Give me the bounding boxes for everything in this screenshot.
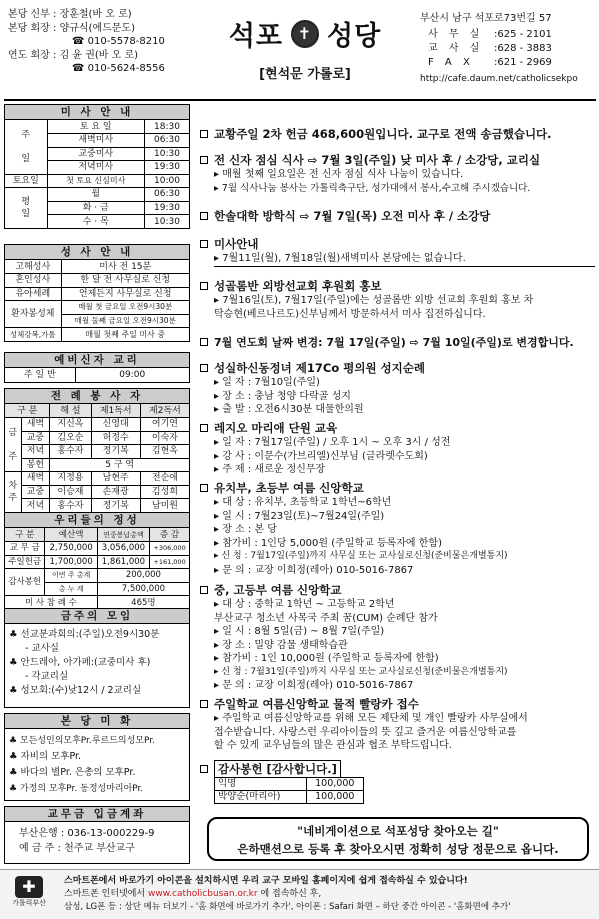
amount: 100,000	[306, 791, 363, 804]
news-line: ▸ 신 청 : 7월31일(주일)까지 사무실 또는 교사실로신청(준비물은개별통지)	[214, 666, 508, 677]
news-line: ▸ 참가비 : 1인 10,000원 (주일학교 등록자에 한함)	[214, 653, 439, 664]
server-name: 정기복	[91, 499, 140, 513]
list-item: ♣ 가정의 모후Pr. 동정성마리아Pr.	[9, 784, 144, 794]
mass-name: 첫 토요 신심미사	[47, 174, 144, 188]
table-row	[5, 569, 189, 583]
news-item	[200, 480, 595, 577]
sacrament-info: 매월 둘째 금요일 오전9시30분	[61, 314, 189, 328]
server-name: 이승재	[50, 485, 91, 499]
saturday-label: 토요일	[5, 174, 47, 188]
priest-row: 본당 신부 : 장훈철(바 오 로)	[8, 9, 132, 20]
account-title: 교무금 입금계좌	[5, 807, 189, 822]
amount: 100,000	[306, 778, 363, 791]
news-body	[200, 712, 595, 753]
news-line: ▸ 출 발 : 오전6시30분 대물한의원	[214, 404, 364, 415]
meetings-box	[4, 608, 190, 708]
news-line: ▸ 매월 첫째 일요일은 전 신자 점심 식사 나눔이 있습니다.	[214, 169, 464, 180]
contact-teacher: 교 사 실 : 628 - 3883	[420, 42, 595, 56]
donor: 익명	[215, 778, 307, 791]
news-title: 레지오 마리애 단원 교육	[214, 421, 338, 435]
contact-office: 사 무 실 : 625 - 2101	[420, 28, 595, 42]
news-line: ▸ 일 자 : 7월10일(주일)	[214, 377, 320, 388]
bank-account: 부산은행 : 036-13-000229-9	[19, 828, 155, 839]
news-item	[200, 360, 595, 417]
news-item	[200, 696, 595, 753]
news-title: 교황주일 2차 헌금 468,600원입니다. 교구로 전액 송금했습니다.	[214, 127, 552, 141]
table-row	[5, 404, 189, 418]
catechumen-table	[5, 368, 189, 382]
bullet-square-icon	[200, 338, 208, 346]
news-line: ▸ 7월 식사나눔 봉사는 가톨릭축구단, 성가대에서 봉사,수고해 주시겠습니다.	[214, 182, 531, 194]
attendance-label: 미 사 참 례 수	[5, 596, 97, 610]
thanks-total-label: 총 누 계	[45, 582, 97, 596]
mass-time: 19:30	[144, 201, 189, 215]
table-row	[5, 472, 189, 486]
next-week-label: 차 주	[5, 472, 21, 513]
yeondo-row: 연도 회장 : 김 윤 권(바 오 로)	[8, 49, 139, 61]
mass-name: 월	[47, 188, 144, 202]
table-row	[5, 368, 189, 382]
footer-banner	[0, 869, 599, 919]
teacher-number: 628 - 3883	[497, 43, 552, 54]
news-item	[200, 236, 595, 267]
bullet-square-icon	[200, 282, 208, 290]
table-row	[5, 287, 189, 301]
news-body	[200, 376, 595, 417]
church-address: 부산시 남구 석포로73번길 57	[420, 13, 552, 24]
news-title: 성실하신동정녀 제17Co 평의원 성지순례	[214, 361, 425, 375]
news-body	[200, 252, 595, 267]
news-line: ▸ 주 제 : 새로운 정신무장	[214, 464, 326, 475]
news-line: ▸ 주일학교 여름신앙학교를 위해 모든 제단체 및 개인 빨랑카 사무실에서	[214, 713, 528, 724]
diff: +306,000	[150, 542, 189, 556]
mass-time: 10:30	[144, 147, 189, 161]
budget: 1,700,000	[45, 555, 97, 569]
account-holder: 예 금 주 : 천주교 부산교구	[19, 843, 135, 854]
news-item	[200, 420, 595, 477]
server-name: 지정용	[50, 472, 91, 486]
col-head: 해 설	[50, 404, 91, 418]
server-name: 김현옥	[140, 445, 189, 459]
news-title: 성골롬반 외방선교회 후원회 홍보	[214, 279, 382, 293]
president-phone-number: 010-5578-8210	[87, 36, 165, 48]
nav-line-1: "네비게이션으로 석포성당 찾아오는 길"	[297, 824, 499, 838]
server-name: 지신옥	[50, 418, 91, 432]
logo-text: 가톨릭부산	[12, 899, 46, 907]
footer-line-2a: 스마트폰 인터넷에서	[64, 889, 148, 899]
offering-box	[4, 512, 190, 610]
thanks-label: 감사봉헌	[5, 569, 45, 596]
diocese-url-link[interactable]: www.catholicbusan.or.kr	[147, 889, 258, 899]
news-title: 한솔대학 방학식 ⇨ 7월 7일(목) 오전 미사 후 / 소강당	[214, 209, 491, 223]
bullet-square-icon	[200, 212, 208, 220]
news-line: 할 수 있게 교우님들의 많은 관심과 협조 부탁드립니다.	[214, 740, 452, 751]
news-item	[200, 760, 595, 778]
sunday-label: 주 일	[5, 120, 47, 174]
list-item: ♣ 모든성인의모후Pr.루르드의성모Pr.	[9, 736, 155, 746]
sacrament-name: 환자봉성체	[5, 301, 61, 328]
footer-line-2c: 에 접속하신 후,	[257, 889, 322, 899]
news-line: ▸ 일 시 : 7월23일(토)~7월24일(주일)	[214, 510, 385, 522]
list-item: ♣ 자비의 모후Pr.	[9, 751, 82, 762]
news-line: 접수받습니다. 사랑스런 우리아이들의 뜻 깊고 즐거운 여름신앙학교를	[214, 726, 517, 738]
news-line: ▸ 문 의 : 교장 이희정(레아) 010-5016-7867	[214, 680, 414, 691]
sacrament-info: 매월 첫 금요일 오전9시30분	[61, 301, 189, 315]
col-head: 제1독서	[91, 404, 140, 418]
server-name: 이숙자	[140, 431, 189, 445]
mass-name: 교중미사	[47, 147, 144, 161]
table-row	[5, 542, 189, 556]
mass-time: 10:00	[144, 174, 189, 188]
news-item	[200, 208, 595, 224]
bullet-square-icon	[200, 364, 208, 372]
table-row	[5, 188, 189, 202]
server-name: 김오순	[50, 431, 91, 445]
table-row	[5, 499, 189, 513]
fax-label: F A X	[428, 57, 474, 68]
servers-box	[4, 388, 190, 513]
funerals-title: 본 당 미 화	[5, 714, 189, 729]
thanks-this-value: 200,000	[97, 569, 189, 583]
cross-icon: ✚	[15, 876, 43, 898]
news-line: ▸ 일 시 : 8월 5일(금) ~ 8월 7일(주일)	[214, 626, 385, 637]
table-row	[5, 431, 189, 445]
news-line: ▸ 신 청 : 7월17일(주일)까지 사무실 또는 교사실로신청(준비물은개별통지)	[214, 551, 508, 561]
offering-type: 주일헌금	[5, 555, 45, 569]
mass-slot: 교중	[21, 485, 50, 499]
footer-line-3: 삼성, LG폰 등 : 상단 메뉴 더보기 - '홈 화면에 바로가기 추가', 아이폰 : Safari 화면 – 하단 중간 아이콘 - '홈화면에 추가'	[64, 902, 511, 912]
news-title: 미사안내	[214, 237, 259, 251]
sacrament-box	[4, 244, 190, 342]
office-number: 625 - 2101	[497, 29, 552, 40]
header-contacts	[420, 12, 595, 86]
table-row	[5, 528, 189, 542]
news-item	[200, 334, 595, 350]
title-right: 성당	[327, 21, 382, 52]
weekday-label: 평 일	[5, 188, 47, 229]
bullet-square-icon	[200, 700, 208, 708]
news-body	[200, 168, 595, 195]
news-line: ▸ 7월16일(토), 7월17일(주일)에는 성골롬반 외방 선교회 후원회 홍보 차	[214, 295, 534, 306]
table-row	[5, 485, 189, 499]
bullet-square-icon	[200, 240, 208, 248]
nav-line-2: 은하맨션으로 등록 후 찾아오시면 정확히 성당 정문으로 옵니다.	[237, 842, 559, 856]
news-line: ▸ 일 자 : 7월17일(주일) / 오후 1시 ~ 오후 3시 / 성전	[214, 437, 451, 448]
list-item: ♣ 안드레아, 아가페:(교중미사 후)	[9, 657, 151, 668]
mass-box	[4, 104, 190, 229]
mass-slot: 저녁	[21, 499, 50, 513]
news-body	[200, 496, 595, 577]
table-row	[5, 445, 189, 459]
fax-number: 621 - 2969	[497, 57, 552, 68]
class-time: 09:00	[119, 369, 146, 380]
sacrament-name: 혼인성사	[5, 274, 61, 288]
class-name: 주 일 반	[5, 368, 75, 382]
header-staff	[8, 8, 208, 76]
server-name: 여기연	[140, 418, 189, 432]
church-title	[205, 14, 405, 53]
mass-time: 19:30	[144, 161, 189, 175]
president-phone: ☎ 010-5578-8210	[72, 36, 165, 48]
sacrament-info: 한 달 전 사무실로 신청	[61, 274, 189, 288]
table-row	[5, 555, 189, 569]
news-title: 감사봉헌 [감사합니다.]	[214, 760, 341, 778]
bullet-square-icon	[200, 765, 208, 773]
sacrament-info: 미사 전 15분	[61, 260, 189, 274]
server-name: 신영대	[91, 418, 140, 432]
president-row: 본당 회장 : 양규식(에드문도)	[8, 22, 135, 34]
sacrament-table	[5, 260, 189, 341]
news-line: 부산교구 청소년 사목국 주최 꿈(CUM) 순례단 참가	[214, 612, 438, 624]
col-head: 구 분	[5, 404, 50, 418]
footer-text	[64, 875, 511, 914]
yeondo-phone: ☎ 010-5624-8556	[72, 63, 165, 75]
mass-time: 06:30	[144, 188, 189, 202]
office-label: 사 무 실	[428, 29, 484, 40]
news-item	[200, 152, 595, 195]
server-name: 남미원	[140, 499, 189, 513]
list-item-detail: - 각교리실	[25, 671, 69, 682]
news-title: 중, 고등부 여름 신앙학교	[214, 583, 342, 597]
col-head: 증 감	[150, 528, 189, 542]
this-week-label: 금 주	[5, 418, 21, 472]
news-body	[200, 598, 595, 693]
cafe-url[interactable]: http://cafe.daum.net/catholicsekpo	[420, 74, 578, 84]
news-title: 전 신자 점심 식사 ⇨ 7월 3일(주일) 낮 미사 후 / 소강당, 교리실	[214, 153, 541, 167]
news-line: ▸ 장 소 : 본 당	[214, 524, 277, 535]
table-row	[5, 274, 189, 288]
bullet-square-icon	[200, 586, 208, 594]
news-line: ▸ 장 소 : 밀양 감물 생태학습관	[214, 639, 348, 651]
server-name: 전순애	[140, 472, 189, 486]
news-item	[200, 126, 595, 142]
news-line: ▸ 장 소 : 충남 청양 다락골 성지	[214, 390, 351, 402]
sacrament-name: 유아세례	[5, 287, 61, 301]
server-name: 남현주	[91, 472, 140, 486]
offering-title: 우리들의 정성	[5, 513, 189, 528]
table-row	[5, 174, 189, 188]
church-logo-icon: ✝	[291, 20, 319, 48]
meetings-list	[5, 624, 189, 701]
news-line: ▸ 강 사 : 이문수(가브리엘)신부님 (글라렛수도회)	[214, 450, 428, 462]
mass-name: 화 · 금	[47, 201, 144, 215]
mass-name: 수 · 목	[47, 215, 144, 229]
col-head: 예산액	[45, 528, 97, 542]
church-subtitle: [현석문 가롤로]	[259, 67, 351, 82]
account-box	[4, 806, 190, 864]
attendance-value: 465명	[97, 596, 189, 610]
col-head: 구 분	[5, 528, 45, 542]
mass-time: 06:30	[144, 134, 189, 148]
news-body	[200, 294, 595, 321]
news-title: 7월 연도회 날짜 변경: 7월 17일(주일) ⇨ 7월 10일(주일)로 변경합니다.	[214, 336, 574, 349]
mass-title: 미 사 안 내	[5, 105, 189, 120]
news-line: ▸ 대 상 : 유치부, 초등학교 1학년~6학년	[214, 497, 392, 508]
catechumen-box	[4, 352, 190, 383]
mass-slot: 저녁	[21, 445, 50, 459]
list-item: ♣ 성모회:(수)낮12시 / 2교리실	[9, 685, 142, 696]
meetings-title: 금주의 모임	[5, 609, 189, 624]
col-head: 연중봉납총액	[97, 528, 149, 542]
table-row	[215, 791, 364, 804]
actual: 1,861,000	[97, 555, 149, 569]
bullet-square-icon	[200, 484, 208, 492]
funerals-list	[5, 729, 189, 800]
actual: 3,056,000	[97, 542, 149, 556]
server-name: 김성희	[140, 485, 189, 499]
table-row	[5, 260, 189, 274]
news-line: ▸ 문 의 : 교장 이희정(레아) 010-5016-7867	[214, 564, 414, 576]
yeondo-label: 연도 회장	[8, 49, 50, 61]
bullet-square-icon	[200, 130, 208, 138]
thanks-total-value: 7,500,000	[97, 582, 189, 596]
catechumen-title: 예비신자 교리	[5, 353, 189, 368]
yeondo-phone-number: 010-5624-8556	[87, 63, 165, 75]
bullet-square-icon	[200, 156, 208, 164]
list-item: ♣ 바다의 별Pr. 은총의 모후Pr.	[9, 767, 136, 778]
mass-slot: 새벽	[21, 418, 50, 432]
mass-slot: 봉헌	[21, 458, 50, 472]
account-info	[5, 822, 189, 859]
header-divider	[4, 99, 596, 101]
list-item-detail: - 교사실	[25, 643, 59, 654]
news-item	[200, 278, 595, 321]
servers-table	[5, 404, 189, 512]
contact-fax: F A X : 621 - 2969	[420, 56, 595, 70]
server-name: 홍수자	[50, 445, 91, 459]
news-line: ▸ 참가비 : 1인당 5,000원 (주일학교 등록자에 한함)	[214, 537, 442, 549]
table-row	[5, 596, 189, 610]
news-title: 유치부, 초등부 여름 신앙학교	[214, 481, 364, 495]
mass-time: 18:30	[144, 120, 189, 134]
thanks-this-label: 이번 주 총계	[45, 569, 97, 583]
servers-title: 전 례 봉 사 자	[5, 389, 189, 404]
offering-table	[5, 528, 189, 609]
table-row	[5, 328, 189, 342]
offertory-group: 5 구 역	[50, 458, 189, 472]
sacrament-name: 성체강복,가톨	[5, 328, 61, 342]
budget: 2,750,000	[45, 542, 97, 556]
sacrament-info: 언제든지 사무실로 신청	[61, 287, 189, 301]
president-name: 양규식(에드문도)	[59, 22, 135, 34]
server-name: 정기복	[91, 445, 140, 459]
bullet-square-icon	[200, 424, 208, 432]
header-title	[205, 14, 405, 82]
server-name: 손재광	[91, 485, 140, 499]
mass-name: 저녁미사	[47, 161, 144, 175]
president-label: 본당 회장	[8, 22, 50, 34]
mass-time: 10:30	[144, 215, 189, 229]
table-row	[5, 301, 189, 315]
thanks-table	[214, 777, 364, 804]
news-line: 탁승현(베르나르도)신부님께서 방문하셔서 미사 집전하십니다.	[214, 308, 486, 320]
news-line: ▸ 7월11일(월), 7월18일(월)새벽미사 본당에는 없습니다.	[214, 252, 595, 267]
diocese-logo	[8, 876, 50, 916]
sacrament-info: 매월 첫째 주일 미사 중	[61, 328, 189, 342]
sacrament-title: 성 사 안 내	[5, 245, 189, 260]
diff: +161,000	[150, 555, 189, 569]
sacrament-name: 고해성사	[5, 260, 61, 274]
funerals-box	[4, 713, 190, 801]
title-left: 석포	[228, 21, 283, 52]
footer-line-1: 스마트폰에서 바로가기 아이콘을 설치하시면 우리 교구 모바일 홈페이지에 쉽게 접속하실 수 있습니다!	[64, 876, 468, 886]
news-title: 주일학교 여름신앙학교 물적 빨랑카 접수	[214, 697, 419, 711]
footer-line-2	[64, 888, 511, 901]
list-item: ♣ 선교분과회의:(주일)오전9시30분	[9, 629, 160, 640]
col-head: 제2독서	[140, 404, 189, 418]
table-row	[215, 778, 364, 791]
news-line: ▸ 대 상 : 중학교 1학년 ~ 고등학교 2학년	[214, 599, 395, 610]
mass-name: 토 요 일	[47, 120, 144, 134]
server-name: 허정수	[91, 431, 140, 445]
mass-name: 새벽미사	[47, 134, 144, 148]
teacher-label: 교 사 실	[428, 43, 484, 54]
priest-label: 본당 신부	[8, 9, 50, 20]
table-row	[5, 418, 189, 432]
yeondo-name: 김 윤 권(바 오 로)	[59, 49, 139, 61]
mass-table	[5, 120, 189, 228]
news-body	[200, 436, 595, 477]
news-item	[200, 582, 595, 693]
navigation-notice	[207, 817, 589, 861]
priest-name: 장훈철(바 오 로)	[59, 9, 132, 20]
offering-type: 교 무 금	[5, 542, 45, 556]
mass-slot: 교중	[21, 431, 50, 445]
mass-slot: 새벽	[21, 472, 50, 486]
table-row	[5, 458, 189, 472]
server-name: 홍수자	[50, 499, 91, 513]
table-row	[5, 120, 189, 134]
donor: 박양순(마리아)	[215, 791, 307, 804]
